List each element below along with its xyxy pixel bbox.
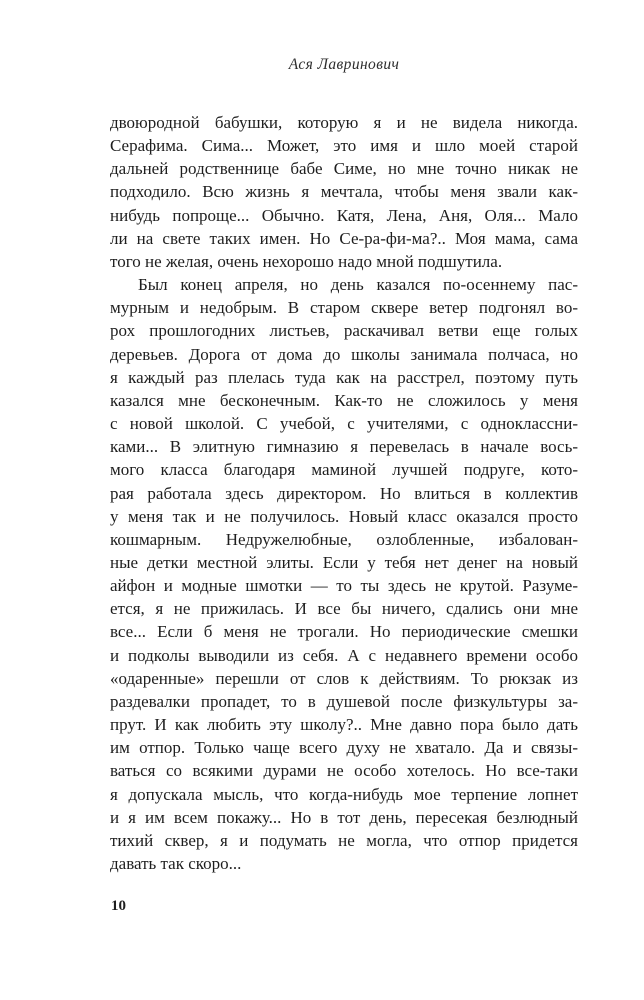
text-line: тихий сквер, я и подумать не могла, что отпор придется [110,830,578,850]
text-line: ные детки местной элиты. Если у тебя нет денег на новый [110,552,578,572]
body-text [110,111,578,875]
text-line: ли на свете таких имен. Но Се-ра-фи-ма?.. Моя мама, сама [110,228,578,248]
text-line: дальней родственнице бабе Симе, но мне точно никак не [110,159,578,179]
text-line: того не желая, очень нехорошо надо мной подшутила. [110,251,503,271]
text-line: у меня так и не получилось. Новый класс оказался просто [110,506,578,526]
text-line: рая работала здесь директором. Но влиться в коллектив [110,483,578,503]
text-line: все... Если б меня не трогали. Но периодические смешки [110,622,578,642]
text-line: и я им всем покажу... Но в тот день, пересекая безлюдный [110,807,578,827]
text-line: им отпор. Только чаще всего духу не хватало. Да и связы- [110,738,578,758]
text-line: я каждый раз плелась туда как на расстрел, поэтому путь [110,367,578,387]
text-line: ваться со всякими дурами не особо хотелось. Но все-таки [110,761,578,781]
text-line: ками... В элитную гимназию я перевелась в начале вось- [110,437,578,457]
text-line: Был конец апреля, но день казался по-осеннему пас- [138,275,578,295]
text-line: мого класса благодаря маминой лучшей подруге, кото- [110,460,578,480]
text-line: с новой школой. С учебой, с учителями, с одноклассни- [110,414,578,434]
text-line: рох прошлогодних листьев, раскачивал ветви еще голых [110,321,578,341]
text-line: кошмарным. Недружелюбные, озлобленные, избалован- [110,529,578,549]
text-line: и подколы выводили из себя. А с недавнего времени особо [110,645,578,665]
text-line: двоюродной бабушки, которую я и не видела никогда. [110,113,578,132]
text-line: прут. И как любить эту школу?.. Мне давно пора было дать [110,715,578,735]
text-line: Серафима. Сима... Может, это имя и шло моей старой [110,136,578,156]
text-line: раздевалки пропадет, то в душевой после физкультуры за- [110,691,578,711]
text-line: давать так скоро... [110,854,242,873]
text-line: я допускала мысль, что когда-нибудь мое терпение лопнет [110,784,578,804]
text-line: мурным и недобрым. В старом сквере ветер подгонял во- [110,298,578,318]
text-line: казался мне бесконечным. Как-то не сложилось у меня [110,390,578,410]
page-number: 10 [111,898,126,914]
text-line: подходило. Всю жизнь я мечтала, чтобы меня звали как- [110,182,578,202]
text-line: «одаренные» перешли от слов к действиям. То рюкзак из [110,668,578,688]
text-line: деревьев. Дорога от дома до школы занимала полчаса, но [110,344,578,364]
running-header: Ася Лавринович [288,56,400,73]
text-line: айфон и модные шмотки — то ты здесь не крутой. Разуме- [110,576,578,596]
text-line: нибудь попроще... Обычно. Катя, Лена, Аня, Оля... Мало [110,205,578,225]
text-line: ется, я не прижилась. И все бы ничего, сдались они мне [110,599,578,619]
